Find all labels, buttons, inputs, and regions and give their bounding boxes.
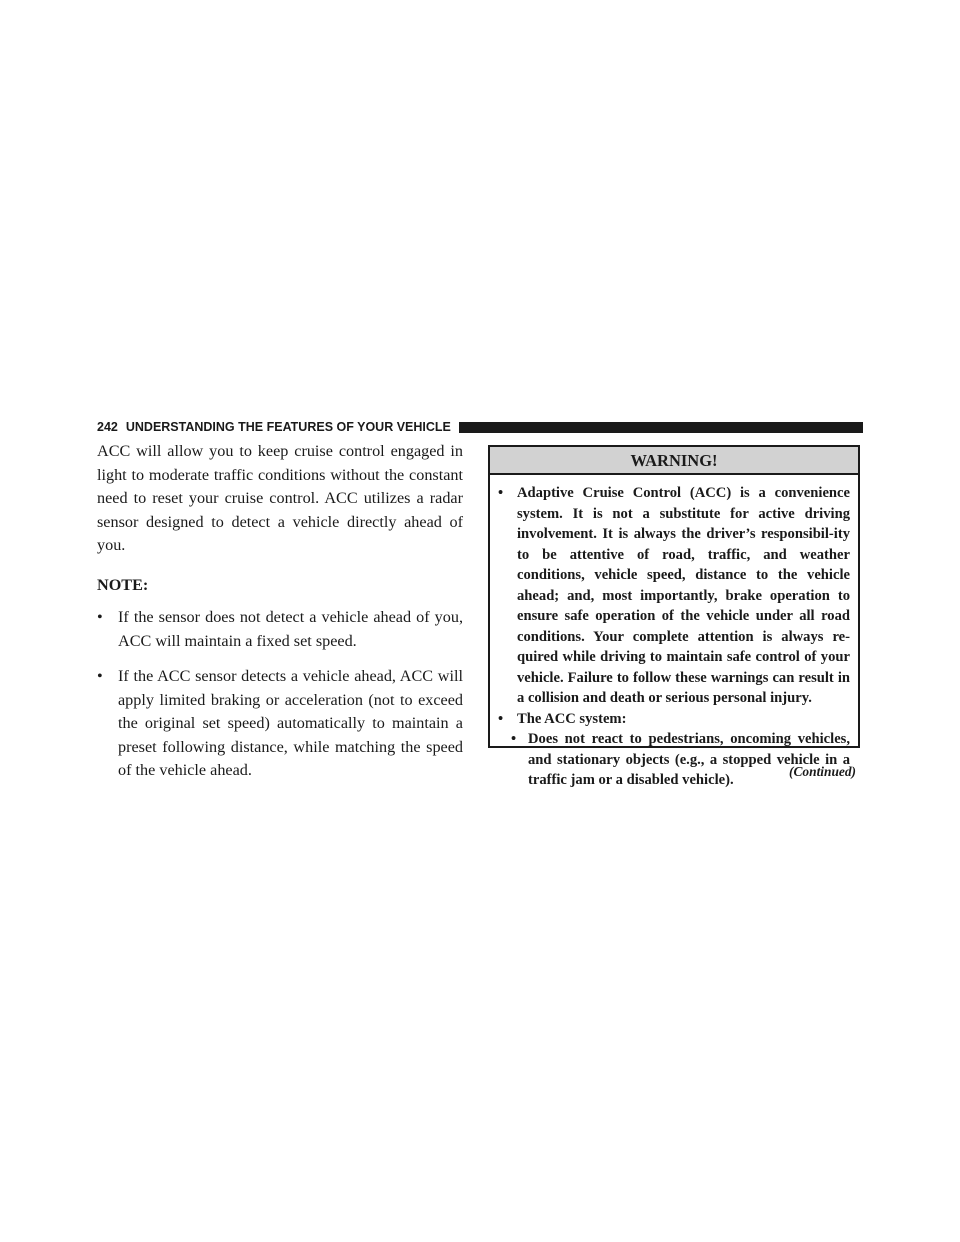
left-column	[97, 440, 463, 795]
page-number: 242	[97, 420, 118, 434]
list-item	[97, 606, 463, 653]
warning-sublist	[511, 729, 850, 791]
continued-label: (Continued)	[789, 764, 856, 779]
note-bullets	[97, 606, 463, 783]
header-rule	[459, 422, 863, 433]
section-title: UNDERSTANDING THE FEATURES OF YOUR VEHICLE	[125, 420, 451, 434]
bullet-icon: •	[498, 485, 504, 501]
warning-title: WARNING!	[490, 447, 858, 475]
list-item	[97, 665, 463, 783]
warning-text: Adaptive Cruise Control (ACC) is a convenience system. It is not a substitute for active driving involvement. It is always the driver’s responsibil-ity to be attentive of road, traffic, and weather conditions, vehicle speed, distance to the vehicle ahead; and, most importantly, brake operation to ensure safe operation of the vehicle under all road conditions. Your complete attention is always re-quired while driving to maintain safe control of your vehicle. Failure to follow these warnings can result in a collision and death or serious personal injury.	[517, 485, 850, 706]
warning-subtext: Does not react to pedestrians, oncoming vehicles, and stationary objects (e.g., a stopped vehicle in a traffic jam or a disabled vehicle).	[528, 731, 850, 788]
warning-list	[498, 483, 850, 791]
warning-body	[490, 475, 858, 791]
note-label: NOTE:	[97, 575, 149, 594]
intro-paragraph: ACC will allow you to keep cruise control engaged in light to moderate traffic conditions without the constant need to reset your cruise control. ACC utilizes a radar sensor designed to detect a vehicle directly ahead of you.	[97, 442, 463, 554]
bullet-icon: •	[97, 608, 103, 626]
list-item	[511, 729, 850, 791]
bullet-icon: •	[97, 667, 103, 685]
bullet-text: If the ACC sensor detects a vehicle ahead, ACC will apply limited braking or acceleration (not to exceed the original set speed) automatically to maintain a preset following distance, while matching the speed of the vehicle ahead.	[118, 667, 463, 779]
list-item	[498, 483, 850, 709]
warning-text: The ACC system:	[517, 710, 627, 727]
page-header	[97, 418, 863, 436]
bullet-icon: •	[511, 731, 517, 747]
bullet-text: If the sensor does not detect a vehicle ahead of you, ACC will maintain a fixed set speed.	[118, 608, 463, 650]
bullet-icon: •	[498, 710, 504, 727]
